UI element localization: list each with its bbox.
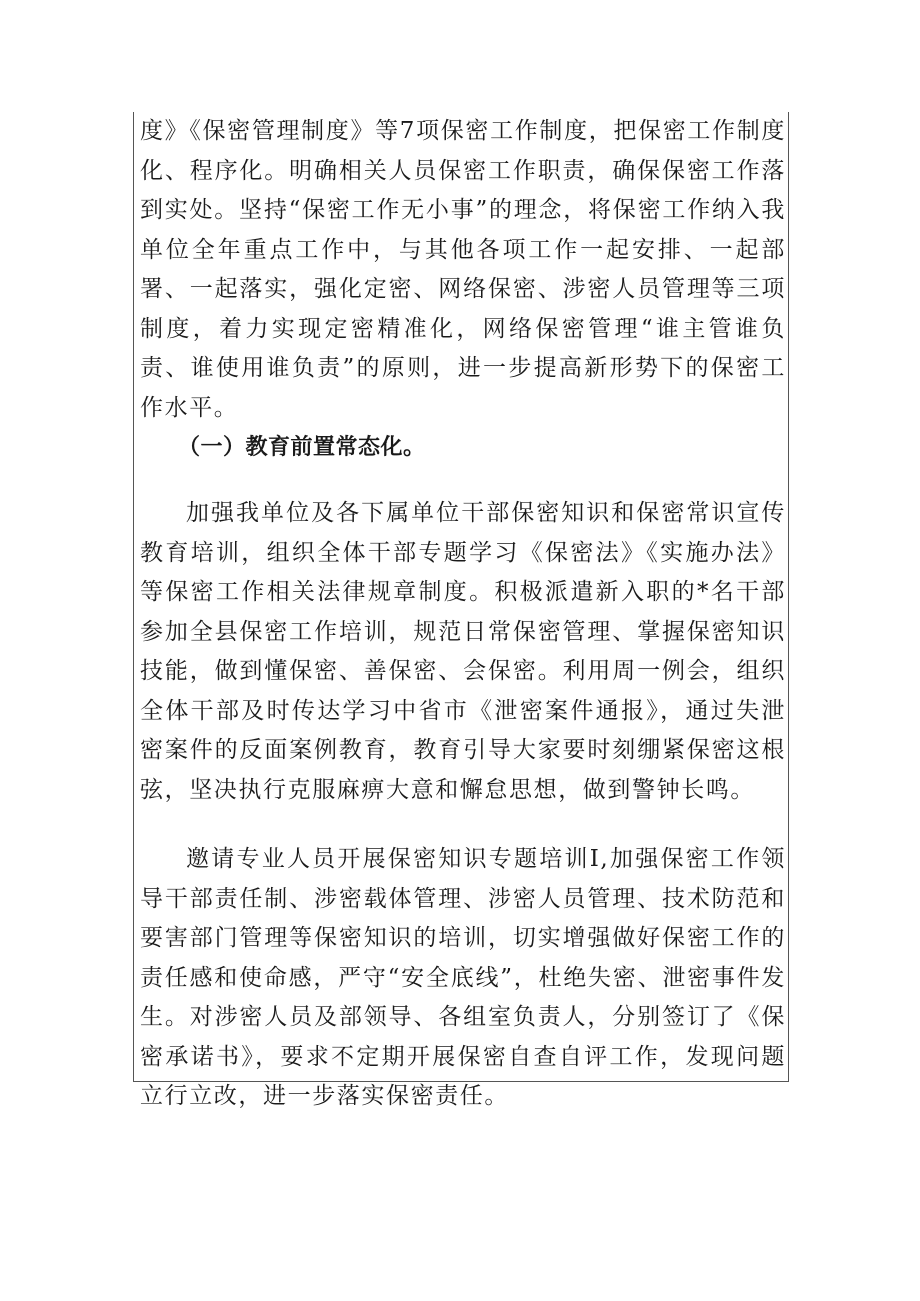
paragraph-training: 邀请专业人员开展保密知识专题培训I,加强保密工作领导干部责任制、涉密载体管理、涉密人员管理、技术防范和要害部门管理等保密知识的培训，切实增强做好保密工作的责任感和使命感，严守“安全底线”，杜绝失密、泄密事件发生。对涉密人员及部领导、各组室负责人，分别签订了《保密承诺书》，要求不定期开展保密自查自评工作，发现问题立行立改，进一步落实保密责任。 [140,846,786,1109]
section-heading: （一）教育前置常态化。 [178,435,426,460]
paragraph-continuation: 度》《保密管理制度》等7项保密工作制度，把保密工作制度化、程序化。明确相关人员保密工作职责，确保保密工作落到实处。坚持“保密工作无小事”的理念，将保密工作纳入我单位全年重点工作中，与其他各项工作一起安排、一起部署、一起落实，强化定密、网络保密、涉密人员管理等三项制度，着力实现定密精准化，网络保密管理“谁主管谁负责、谁使用谁负责”的原则，进一步提高新形势下的保密工作水平。 [140,118,786,421]
document-body [140,112,786,1117]
paragraph-education: 加强我单位及各下属单位干部保密知识和保密常识宣传教育培训，组织全体干部专题学习《保密法》《实施办法》等保密工作相关法律规章制度。积极派遣新入职的*名干部参加全县保密工作培训，规范日常保密管理、掌握保密知识技能，做到懂保密、善保密、会保密。利用周一例会，组织全体干部及时传达学习中省市《泄密案件通报》，通过失泄密案件的反面案例教育，教育引导大家要时刻绷紧保密这根弦，坚决执行克服麻痹大意和懈怠思想，做到警钟长鸣。 [140,500,786,803]
